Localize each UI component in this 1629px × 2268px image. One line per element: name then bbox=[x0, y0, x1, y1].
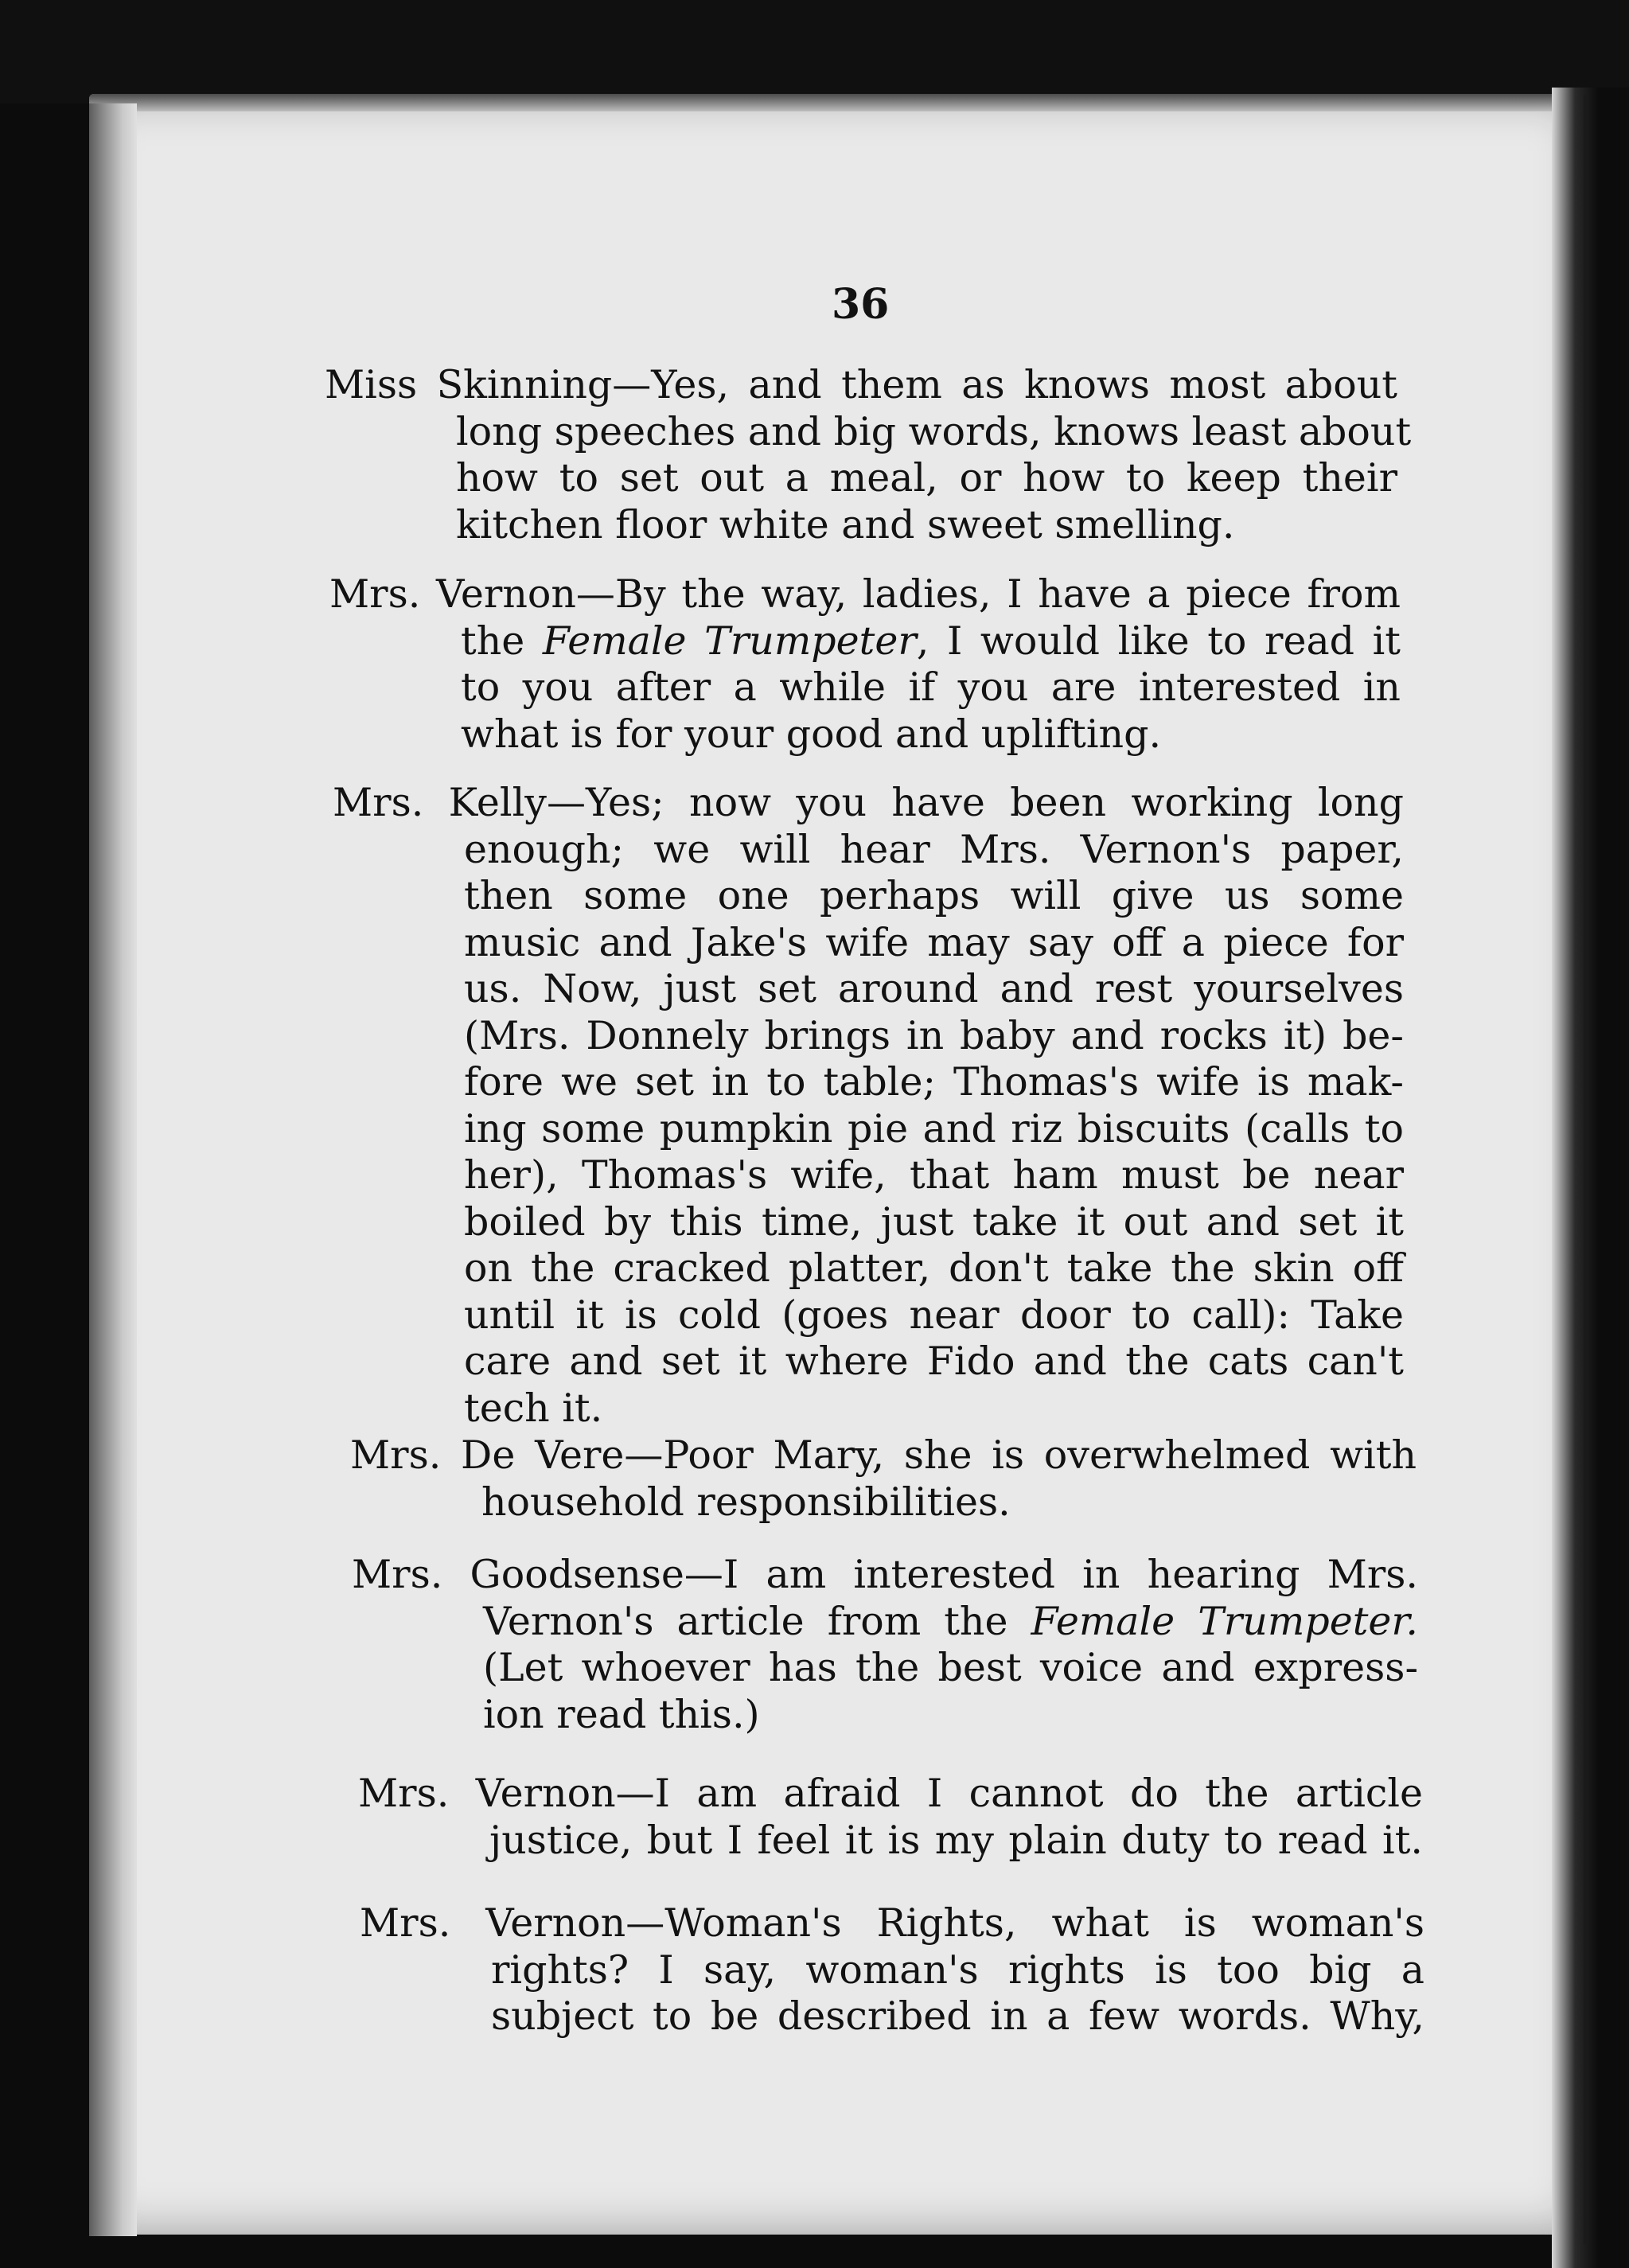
dialogue-line: Miss Skinning—Yes, and them as knows most about bbox=[325, 362, 1397, 407]
text-fragment: Vernon's article from the bbox=[483, 1598, 1031, 1644]
dialogue-line: until it is cold (goes near door to call): Take bbox=[464, 1292, 1404, 1338]
dialogue-line: her), Thomas's wife, that ham must be near bbox=[464, 1152, 1404, 1198]
dialogue-line-with-italic bbox=[329, 618, 1401, 665]
dialogue-entry bbox=[352, 1552, 1418, 1738]
text-fragment: the bbox=[461, 618, 543, 664]
dialogue-line: ing some pumpkin pie and riz biscuits (calls to bbox=[464, 1105, 1404, 1152]
dialogue-entry bbox=[350, 1432, 1417, 1526]
dialogue-line: Mrs. Vernon—I am afraid I cannot do the article bbox=[358, 1771, 1423, 1816]
page-number: 36 bbox=[832, 280, 890, 329]
dialogue-line: care and set it where Fido and the cats can't bbox=[464, 1339, 1404, 1384]
dialogue-line: fore we set in to table; Thomas's wife is mak- bbox=[464, 1059, 1404, 1105]
dialogue-line: Mrs. Vernon—Woman's Rights, what is woman's bbox=[360, 1900, 1424, 1946]
dialogue-line: rights? I say, woman's rights is too big a bbox=[491, 1947, 1424, 1993]
dialogue-entry bbox=[333, 780, 1404, 1432]
dialogue-line: (Mrs. Donnely brings in baby and rocks it) be- bbox=[464, 1012, 1404, 1058]
dialogue-entry bbox=[358, 1771, 1423, 1864]
dialogue-line: enough; we will hear Mrs. Vernon's paper, bbox=[464, 826, 1404, 872]
italic-title: Female Trumpeter bbox=[542, 618, 917, 664]
dialogue-line: Mrs. De Vere—Poor Mary, she is overwhelmed with bbox=[350, 1432, 1417, 1478]
dialogue-entry bbox=[360, 1900, 1424, 2040]
dialogue-entry bbox=[329, 571, 1401, 758]
dialogue-line: ion read this.) bbox=[483, 1691, 760, 1737]
dialogue-line: subject to be described in a few words. Why, bbox=[491, 1993, 1424, 2039]
dialogue-entry bbox=[325, 362, 1412, 548]
dialogue-line: Mrs. Kelly—Yes; now you have been working long bbox=[333, 780, 1404, 825]
dialogue-line: (Let whoever has the best voice and express- bbox=[483, 1645, 1418, 1690]
dialogue-line: then some one perhaps will give us some bbox=[464, 873, 1404, 918]
dialogue-line: us. Now, just set around and rest yourselves bbox=[464, 966, 1404, 1011]
dialogue-line: household responsibilities. bbox=[481, 1479, 1011, 1525]
dialogue-line: Mrs. Vernon—By the way, ladies, I have a piece from bbox=[329, 571, 1401, 617]
dialogue-line: on the cracked platter, don't take the skin off bbox=[464, 1245, 1404, 1291]
dialogue-line: justice, but I feel it is my plain duty to read it. bbox=[489, 1817, 1423, 1863]
dialogue-line: tech it. bbox=[464, 1385, 603, 1431]
dialogue-line: boiled by this time, just take it out and set it bbox=[464, 1198, 1404, 1245]
italic-title: Female Trumpeter. bbox=[1031, 1598, 1418, 1644]
dialogue-line: what is for your good and uplifting. bbox=[461, 711, 1162, 757]
dialogue-line-with-italic bbox=[352, 1599, 1418, 1646]
dialogue-line: music and Jake's wife may say off a piece for bbox=[464, 919, 1404, 965]
dialogue-line: Mrs. Goodsense—I am interested in hearing Mrs. bbox=[352, 1552, 1418, 1597]
dialogue-line: kitchen floor white and sweet smelling. bbox=[456, 501, 1235, 548]
dialogue-line: how to set out a meal, or how to keep their bbox=[456, 455, 1397, 501]
dialogue-line: to you after a while if you are interested in bbox=[461, 664, 1401, 710]
dialogue-line: long speeches and big words, knows least about bbox=[456, 408, 1412, 454]
text-fragment: , I would like to read it bbox=[916, 618, 1401, 664]
